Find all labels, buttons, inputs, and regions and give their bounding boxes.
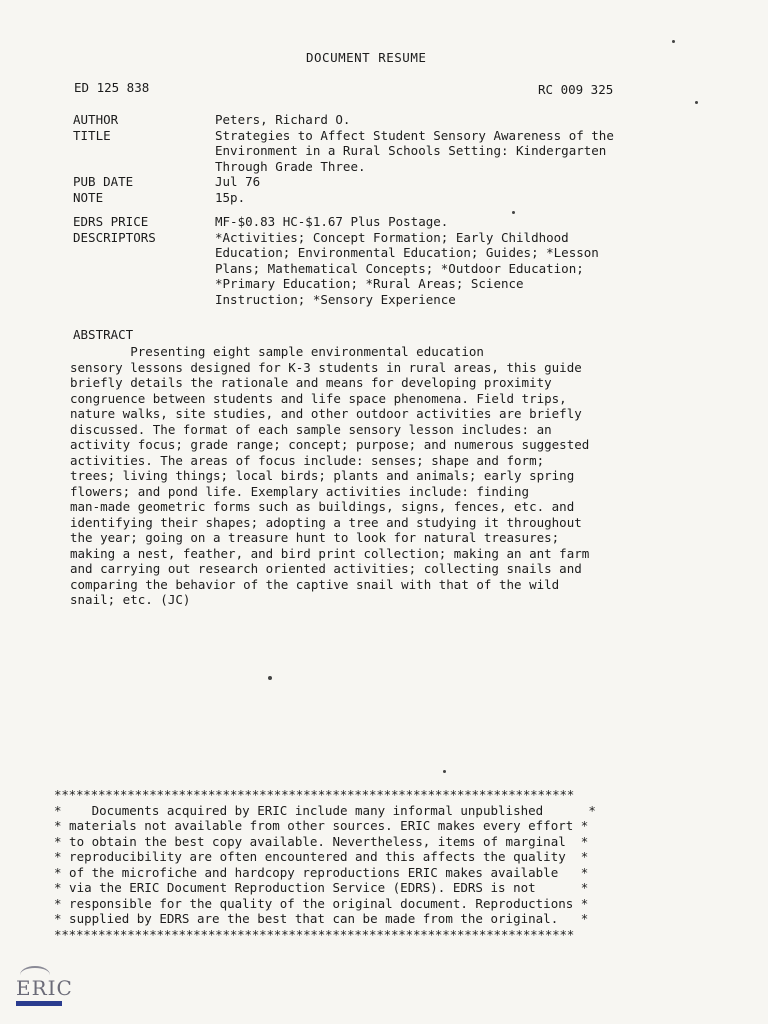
field-pub-date [73, 174, 713, 190]
abstract-line: identifying their shapes; adopting a tree and studying it throughout [70, 514, 582, 530]
field-note [73, 190, 713, 206]
field-value [215, 174, 713, 190]
abstract-line: briefly details the rationale and means for developing proximity [70, 375, 552, 390]
notice-border-top: *********************************************************************** [54, 787, 575, 802]
eric-logo [14, 966, 73, 1010]
scan-speck [512, 211, 515, 214]
abstract-line: congruence between students and life space phenomena. Field trips, [70, 390, 567, 406]
field-descriptors [73, 230, 713, 308]
abstract-label: ABSTRACT [73, 327, 134, 342]
field-line: Education; Environmental Education; Guides; *Lesson [215, 245, 599, 260]
field-line: *Primary Education; *Rural Areas; Science [215, 276, 524, 291]
notice-line: * materials not available from other sources. ERIC makes every effort * [54, 818, 589, 833]
field-line: Through Grade Three. [215, 158, 366, 174]
notice-line: * reproducibility are often encountered and this affects the quality * [54, 849, 589, 864]
field-value [215, 128, 713, 175]
abstract-line: and carrying out research oriented activities; collecting snails and [70, 561, 582, 576]
abstract-line: sensory lessons designed for K-3 students in rural areas, this guide [70, 359, 582, 375]
abstract-line: making a nest, feather, and bird print collection; making an ant farm [70, 545, 590, 561]
notice-line: * of the microfiche and hardcopy reproductions ERIC makes available * [54, 864, 589, 880]
notice-border-bottom: *********************************************************************** [54, 926, 575, 942]
abstract-line: activity focus; grade range; concept; purpose; and numerous suggested [70, 437, 590, 452]
scan-speck [268, 676, 272, 680]
abstract-line: trees; living things; local birds; plants and animals; early spring [70, 468, 575, 483]
document-title: DOCUMENT RESUME [306, 50, 427, 65]
abstract-line: snail; etc. (JC) [70, 592, 191, 607]
field-edrs-price [73, 214, 713, 230]
abstract-line: activities. The areas of focus include: senses; shape and form; [70, 452, 545, 468]
notice-line: * responsible for the quality of the original document. Reproductions * [54, 895, 589, 911]
scan-speck [672, 40, 675, 43]
notice-line: * supplied by EDRS are the best that can be made from the original. * [54, 911, 589, 926]
logo-text: ERIC [16, 976, 73, 1000]
abstract-line: discussed. The format of each sample sensory lesson includes: an [70, 421, 552, 437]
scan-speck [443, 770, 446, 773]
field-author [73, 112, 713, 128]
field-line: Strategies to Affect Student Sensory Awareness of the [215, 127, 614, 143]
field-label: DESCRIPTORS [73, 229, 156, 245]
field-label: PUB DATE [73, 174, 134, 189]
metadata-fields [73, 112, 713, 307]
field-value [215, 112, 713, 128]
field-line: Peters, Richard O. [215, 112, 351, 127]
field-line: *Activities; Concept Formation; Early Childhood [215, 229, 569, 245]
abstract-body [70, 344, 710, 608]
field-line: 15p. [215, 189, 246, 205]
field-label: AUTHOR [73, 112, 119, 127]
field-label: EDRS PRICE [73, 214, 149, 229]
notice-line: * to obtain the best copy available. Nevertheless, items of marginal * [54, 833, 589, 849]
logo-bar [16, 1001, 62, 1006]
field-line: Plans; Mathematical Concepts; *Outdoor Education; [215, 260, 584, 276]
abstract-line: man-made geometric forms such as buildings, signs, fences, etc. and [70, 499, 575, 514]
abstract-line: the year; going on a treasure hunt to look for natural treasures; [70, 530, 560, 545]
field-label: TITLE [73, 127, 111, 143]
ed-number: ED 125 838 [74, 80, 150, 95]
abstract-line: Presenting eight sample environmental education [70, 344, 484, 359]
field-value [215, 230, 713, 308]
abstract-line: nature walks, site studies, and other outdoor activities are briefly [70, 406, 582, 421]
scan-speck [695, 101, 698, 104]
rc-number: RC 009 325 [538, 82, 614, 97]
field-label: NOTE [73, 189, 104, 205]
field-value [215, 214, 713, 230]
abstract-line: flowers; and pond life. Exemplary activities include: finding [70, 483, 530, 499]
field-line: Jul 76 [215, 174, 261, 189]
notice-line: * Documents acquired by ERIC include many informal unpublished * [54, 802, 596, 818]
field-line: MF-$0.83 HC-$1.67 Plus Postage. [215, 214, 449, 229]
notice-line: * via the ERIC Document Reproduction Service (EDRS). EDRS is not * [54, 880, 589, 895]
field-value [215, 190, 713, 206]
field-line: Environment in a Rural Schools Setting: Kindergarten [215, 143, 607, 158]
field-title [73, 128, 713, 175]
field-line: Instruction; *Sensory Experience [215, 291, 456, 307]
abstract-line: comparing the behavior of the captive snail with that of the wild [70, 576, 560, 592]
eric-notice-box [54, 787, 714, 942]
